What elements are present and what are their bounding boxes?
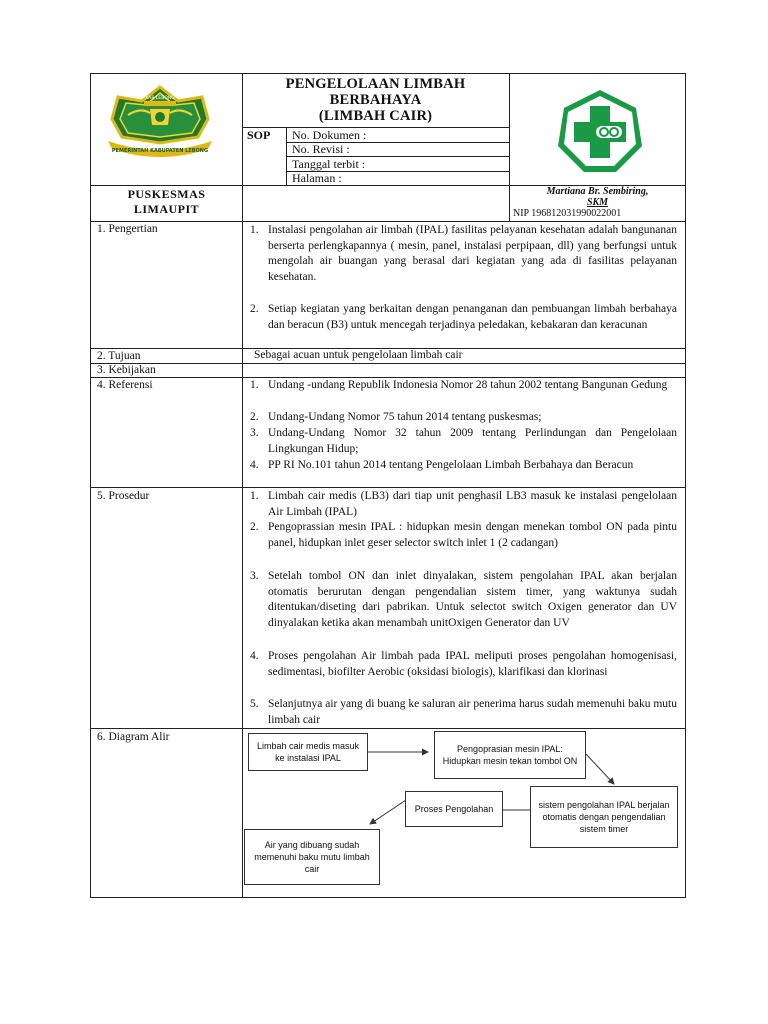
- sop-label: SOP: [247, 128, 271, 142]
- list-number: 3.: [250, 570, 259, 582]
- kabupaten-emblem-icon: [104, 85, 216, 157]
- prosedur-item-1: [250, 489, 677, 520]
- list-text: Setelah tombol ON dan inlet dinyalakan, sistem pengolahan IPAL akan berjalan otomatis berurutan dengan pengendalian sistem timer, yang waktunya sudah ditentukan/diseting dari pabrikan. Untuk selectot switch Oxigen generator dan UV dinyalakan ketika akan menambah unitOxigen Generator dan UV: [268, 570, 677, 629]
- list-text: Setiap kegiatan yang berkaitan dengan penanganan dan pembuangan limbah berbahaya dan beracun (B3) untuk mencegah terjadinya peledakan, kebakaran dan keracunan: [268, 303, 677, 331]
- frame-top: [90, 73, 685, 74]
- section-line-prosedur: [90, 487, 685, 488]
- list-number: 2.: [250, 303, 259, 315]
- referensi-item-1: [250, 378, 677, 394]
- org-line-1: PUSKESMAS: [127, 187, 206, 201]
- flow-box-air-dibuang: Air yang dibuang sudah memenuhi baku mutu limbah cair: [244, 829, 380, 885]
- flow-box-limbah-masuk: Limbah cair medis masuk ke instalasi IPAL: [248, 733, 368, 771]
- list-text: Pengoprassian mesin IPAL : hidupkan mesin dengan menekan tombol ON pada pintu panel, hidupkan inlet geser selector switch inlet 1 (2 cadangan): [268, 521, 677, 549]
- prosedur-item-4: [250, 649, 677, 680]
- signer-degree: SKM: [586, 197, 609, 208]
- referensi-item-3: [250, 426, 677, 457]
- list-text: Proses pengolahan Air limbah pada IPAL meliputi proses pengolahan homogenisasi, sedimentasi, biofilter Aerobic (oksidasi biologis), klarifikasi dan klorinasi: [268, 650, 677, 678]
- doc-number-field: No. Dokumen :: [292, 128, 367, 142]
- label-referensi: 4. Referensi: [97, 379, 153, 391]
- arrow-2-to-3: [586, 754, 614, 784]
- prosedur-item-2: [250, 520, 677, 551]
- list-number: 2.: [250, 521, 259, 533]
- flow-box-proses-pengolahan: Proses Pengolahan: [405, 791, 503, 827]
- prosedur-item-3: [250, 569, 677, 631]
- label-tujuan: 2. Tujuan: [97, 350, 141, 362]
- referensi-item-2: [250, 410, 677, 426]
- svg-text:KAB LEBONG: KAB LEBONG: [145, 96, 175, 101]
- org-line-2: LIMAUPIT: [133, 202, 200, 216]
- list-text: Undang-Undang Nomor 32 tahun 2009 tentang Perlindungan dan Pengelolaan Lingkungan Hidup;: [268, 427, 677, 455]
- issue-date-field: Tanggal terbit :: [292, 157, 366, 171]
- list-text: PP RI No.101 tahun 2014 tentang Pengelolaan Limbah Berbahaya dan Beracun: [268, 459, 634, 471]
- label-pengertian: 1. Pengertian: [97, 223, 158, 235]
- list-text: Instalasi pengolahan air limbah (IPAL) fasilitas pelayanan kesehatan adalah bangunanan berserta perlengkapannya ( mesin, panel, instalasi perpipaan, dll) yang berfungsi untuk mengolah air buangan yang berasal dari kegiatan yang ada di fasilitas pelayanan kesehatan.: [268, 224, 677, 283]
- referensi-item-4: [250, 458, 677, 474]
- list-number: 4.: [250, 650, 259, 662]
- frame-right: [685, 73, 686, 898]
- list-text: Undang-Undang Nomor 75 tahun 2014 tentang puskesmas;: [268, 411, 542, 423]
- label-diagram-alir: 6. Diagram Alir: [97, 731, 170, 743]
- list-text: Limbah cair medis (LB3) dari tiap unit penghasil LB3 masuk ke instalasi pengelolaan Air Limbah (IPAL): [268, 490, 677, 518]
- pengertian-item-2: [250, 302, 677, 333]
- label-kebijakan: 3. Kebijakan: [97, 364, 156, 376]
- tujuan-text: Sebagai acuan untuk pengelolaan limbah cair: [254, 349, 463, 361]
- pengertian-item-1: [250, 223, 677, 285]
- list-number: 2.: [250, 411, 259, 423]
- frame-bottom: [90, 897, 685, 898]
- list-text: Undang -undang Republik Indonesia Nomor 28 tahun 2002 tentang Bangunan Gedung: [268, 379, 668, 391]
- svg-text:PEMERINTAH KABUPATEN LEBONG: PEMERINTAH KABUPATEN LEBONG: [111, 148, 209, 154]
- list-number: 5.: [250, 698, 259, 710]
- health-cross-logo-icon: [556, 88, 644, 174]
- list-number: 4.: [250, 459, 259, 471]
- signer-nip: NIP 196812031990022001: [513, 208, 622, 219]
- list-text: Selanjutnya air yang di buang ke saluran air penerima harus sudah memenuhi baku mutu limbah cair: [268, 698, 677, 726]
- list-number: 1.: [250, 490, 259, 502]
- page-field: Halaman :: [292, 171, 342, 185]
- section-line-top: [90, 221, 685, 222]
- organization-name: [91, 187, 242, 217]
- signer-block: [510, 186, 685, 208]
- title-line-3: (LIMBAH CAIR): [318, 108, 433, 124]
- list-number: 1.: [250, 379, 259, 391]
- section-line-kebijakan: [90, 363, 685, 364]
- list-number: 1.: [250, 224, 259, 236]
- flow-box-sistem-otomatis: sistem pengolahan IPAL berjalan otomatis dengan pengendalian sistem timer: [530, 786, 678, 848]
- title-line-1: PENGELOLAAN LIMBAH: [285, 76, 466, 92]
- flow-box-pengoprasian-mesin: Pengoprasian mesin IPAL: Hidupkan mesin tekan tombol ON: [434, 731, 586, 779]
- sop-top-line: [242, 127, 509, 128]
- label-prosedur: 5. Prosedur: [97, 490, 150, 502]
- title-line-2: BERBAHAYA: [329, 92, 422, 108]
- prosedur-item-5: [250, 697, 677, 728]
- document-title: [243, 76, 508, 124]
- revision-field: No. Revisi :: [292, 142, 350, 156]
- signer-name: Martiana Br. Sembiring,: [546, 186, 649, 197]
- arrow-4-to-5: [370, 800, 406, 824]
- list-number: 3.: [250, 427, 259, 439]
